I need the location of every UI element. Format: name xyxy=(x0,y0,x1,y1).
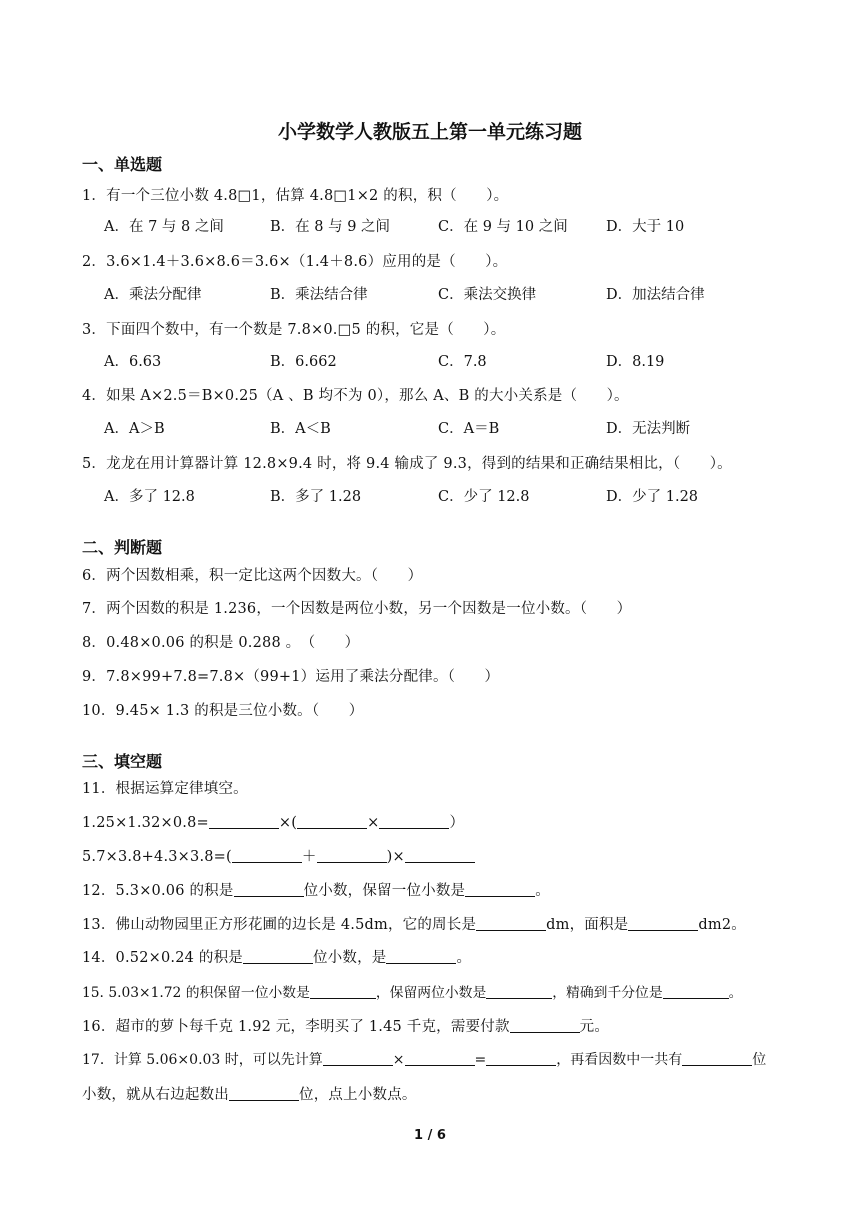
answer-blank[interactable] xyxy=(628,916,698,931)
text: × xyxy=(367,815,380,831)
option-a: A．6.63 xyxy=(104,354,162,370)
text: 1.25×1.32×0.8= xyxy=(82,815,209,831)
answer-blank[interactable] xyxy=(229,1086,299,1101)
question-14 xyxy=(82,946,471,967)
answer-blank[interactable] xyxy=(405,848,475,863)
text: 15. 5.03×1.72 的积保留一位小数是 xyxy=(82,985,310,1001)
page-title: 小学数学人教版五上第一单元练习题 xyxy=(277,121,582,143)
answer-blank[interactable] xyxy=(405,1051,475,1066)
option-d: D．少了 1.28 xyxy=(606,489,699,505)
option-a: A．多了 12.8 xyxy=(104,489,195,505)
option-c: C．7.8 xyxy=(438,354,487,370)
answer-blank[interactable] xyxy=(323,1051,393,1066)
text: = xyxy=(474,1052,487,1068)
question-12 xyxy=(82,879,550,900)
option-c: C．少了 12.8 xyxy=(438,489,530,505)
section-heading-fill-in: 三、填空题 xyxy=(82,752,163,771)
text: )× xyxy=(386,849,405,865)
question-3: 3．下面四个数中，有一个数是 7.8×0.□5 的积，它是（ ）。 xyxy=(82,322,506,338)
option-c: C．乘法交换律 xyxy=(438,287,537,303)
answer-blank[interactable] xyxy=(386,949,456,964)
question-15 xyxy=(82,981,742,1001)
question-13 xyxy=(82,913,746,934)
text: dm，面积是 xyxy=(546,917,629,933)
answer-blank[interactable] xyxy=(663,984,729,999)
page-number: 1 / 6 xyxy=(414,1128,446,1143)
text: ） xyxy=(449,815,465,831)
question-4: 4．如果 A×2.5＝B×0.25（A 、B 均不为 0），那么 A、B 的大小关系是（ ）。 xyxy=(82,388,629,404)
text: × xyxy=(392,1052,405,1068)
section-heading-single-choice: 一、单选题 xyxy=(82,155,163,174)
section-heading-true-false: 二、判断题 xyxy=(82,538,163,557)
text: ，保留两位小数是 xyxy=(375,985,487,1001)
option-b: B．多了 1.28 xyxy=(270,489,362,505)
answer-blank[interactable] xyxy=(232,848,302,863)
option-b: B．A＜B xyxy=(270,421,331,437)
option-d: D．大于 10 xyxy=(606,219,685,235)
text: ×( xyxy=(278,815,298,831)
text: 17．计算 5.06×0.03 时，可以先计算 xyxy=(82,1052,323,1068)
text: 5.7×3.8+4.3×3.8=( xyxy=(82,849,232,865)
text: 元。 xyxy=(579,1019,610,1035)
option-b: B．6.662 xyxy=(270,354,337,370)
answer-blank[interactable] xyxy=(234,882,304,897)
question-5: 5．龙龙在用计算器计算 12.8×9.4 时，将 9.4 输成了 9.3，得到的结果和正确结果相比，（ ）。 xyxy=(82,456,732,472)
question-2: 2．3.6×1.4＋3.6×8.6＝3.6×（1.4＋8.6）应用的是（ ）。 xyxy=(82,254,508,270)
text: dm2。 xyxy=(698,917,746,933)
question-8: 8．0.48×0.06 的积是 0.288 。 （ ） xyxy=(82,635,360,651)
answer-blank[interactable] xyxy=(486,984,552,999)
option-a: A．乘法分配律 xyxy=(104,287,202,303)
question-7: 7．两个因数的积是 1.236，一个因数是两位小数，另一个因数是一位小数。（ ） xyxy=(82,601,632,617)
question-11-line-2 xyxy=(82,845,475,866)
answer-blank[interactable] xyxy=(379,814,449,829)
text: 小数，就从右边起数出 xyxy=(82,1087,229,1103)
text: 。 xyxy=(535,883,550,899)
text: 位 xyxy=(752,1052,767,1068)
question-9: 9．7.8×99+7.8=7.8×（99+1）运用了乘法分配律。（ ） xyxy=(82,669,500,685)
question-11: 11．根据运算定律填空。 xyxy=(82,781,248,797)
option-d: D．加法结合律 xyxy=(606,287,705,303)
answer-blank[interactable] xyxy=(297,814,367,829)
option-c: C．A＝B xyxy=(438,421,500,437)
text: 14．0.52×0.24 的积是 xyxy=(82,950,243,966)
option-a: A．在 7 与 8 之间 xyxy=(104,219,224,235)
option-b: B．乘法结合律 xyxy=(270,287,368,303)
text: ＋ xyxy=(301,849,317,865)
question-11-line-1 xyxy=(82,811,464,832)
answer-blank[interactable] xyxy=(476,916,546,931)
answer-blank[interactable] xyxy=(310,984,376,999)
text: 13．佛山动物园里正方形花圃的边长是 4.5dm，它的周长是 xyxy=(82,917,477,933)
answer-blank[interactable] xyxy=(486,1051,556,1066)
answer-blank[interactable] xyxy=(317,848,387,863)
question-1: 1．有一个三位小数 4.8□1，估算 4.8□1×2 的积，积（ ）。 xyxy=(82,188,509,204)
option-b: B．在 8 与 9 之间 xyxy=(270,219,391,235)
text: 位，点上小数点。 xyxy=(299,1087,417,1103)
text: 12．5.3×0.06 的积是 xyxy=(82,883,234,899)
text: ，精确到千分位是 xyxy=(552,985,663,1001)
option-c: C．在 9 与 10 之间 xyxy=(438,219,568,235)
question-17-line-1 xyxy=(82,1049,766,1069)
question-16 xyxy=(82,1015,609,1036)
question-17-line-2 xyxy=(82,1083,417,1104)
answer-blank[interactable] xyxy=(209,814,279,829)
answer-blank[interactable] xyxy=(243,949,313,964)
text: 。 xyxy=(456,950,472,966)
answer-blank[interactable] xyxy=(465,882,535,897)
text: 16．超市的萝卜每千克 1.92 元，李明买了 1.45 千克，需要付款 xyxy=(82,1019,510,1035)
text: ，再看因数中一共有 xyxy=(556,1052,683,1068)
question-10: 10．9.45× 1.3 的积是三位小数。（ ） xyxy=(82,703,364,719)
text: 。 xyxy=(728,985,743,1001)
answer-blank[interactable] xyxy=(510,1018,580,1033)
question-6: 6．两个因数相乘，积一定比这两个因数大。（ ） xyxy=(82,568,423,584)
option-d: D．8.19 xyxy=(606,354,665,370)
answer-blank[interactable] xyxy=(682,1051,752,1066)
option-a: A．A＞B xyxy=(104,421,165,437)
option-d: D．无法判断 xyxy=(606,421,691,437)
text: 位小数，保留一位小数是 xyxy=(303,883,466,899)
text: 位小数，是 xyxy=(312,950,387,966)
